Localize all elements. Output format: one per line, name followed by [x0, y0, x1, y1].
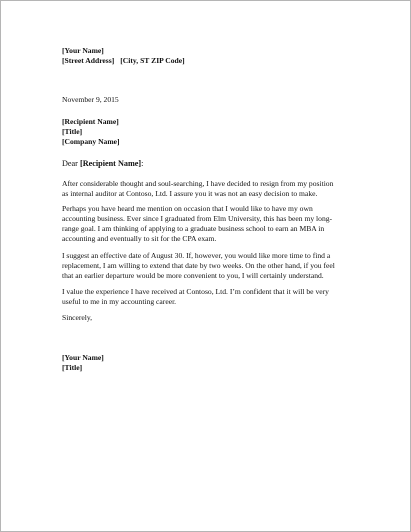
signature-name: [Your Name]: [62, 353, 104, 362]
sender-street-city: [62, 56, 362, 66]
recipient-name: [Recipient Name]: [62, 117, 119, 126]
sender-address: [62, 46, 362, 66]
body-paragraph: Perhaps you have heard me mention on occasion that I would like to have my own accounting business. Ever since I graduated from Elm University, this has been my long- range goal. I am thinking of applying to a graduate business school to earn an MBA in accounting and eventually to sit for the CPA exam.: [62, 204, 333, 243]
recipient-company: [Company Name]: [62, 137, 120, 146]
signature-title: [Title]: [62, 363, 83, 372]
recipient-address: [62, 117, 362, 147]
salutation-recipient-name: [Recipient Name]: [79, 159, 142, 168]
body-paragraph: I value the experience I have received at Contoso, Ltd. I’m confident that it will be very useful to me in my accounting career.: [62, 287, 329, 306]
body-paragraph: I suggest an effective date of August 30. If, however, you would like more time to find a replacement, I am willing to extend that date by two weeks. On the other hand, if you feel that an earlier departure would be more convenient to you, I will certainly understand.: [62, 251, 335, 280]
letter-date: November 9, 2015: [62, 95, 119, 104]
salutation: Dear [Recipient Name]:: [62, 159, 144, 168]
sender-street: [Street Address]: [62, 56, 115, 65]
sender-city: [City, ST ZIP Code]: [120, 56, 185, 65]
sender-name: [Your Name]: [62, 46, 104, 55]
recipient-title: [Title]: [62, 127, 83, 136]
body-paragraph: After considerable thought and soul-searching, I have decided to resign from my position as internal auditor at Contoso, Ltd. I assure you it was not an easy decision to make.: [62, 179, 334, 198]
closing: Sincerely,: [62, 313, 93, 322]
signature-block: [62, 353, 362, 373]
